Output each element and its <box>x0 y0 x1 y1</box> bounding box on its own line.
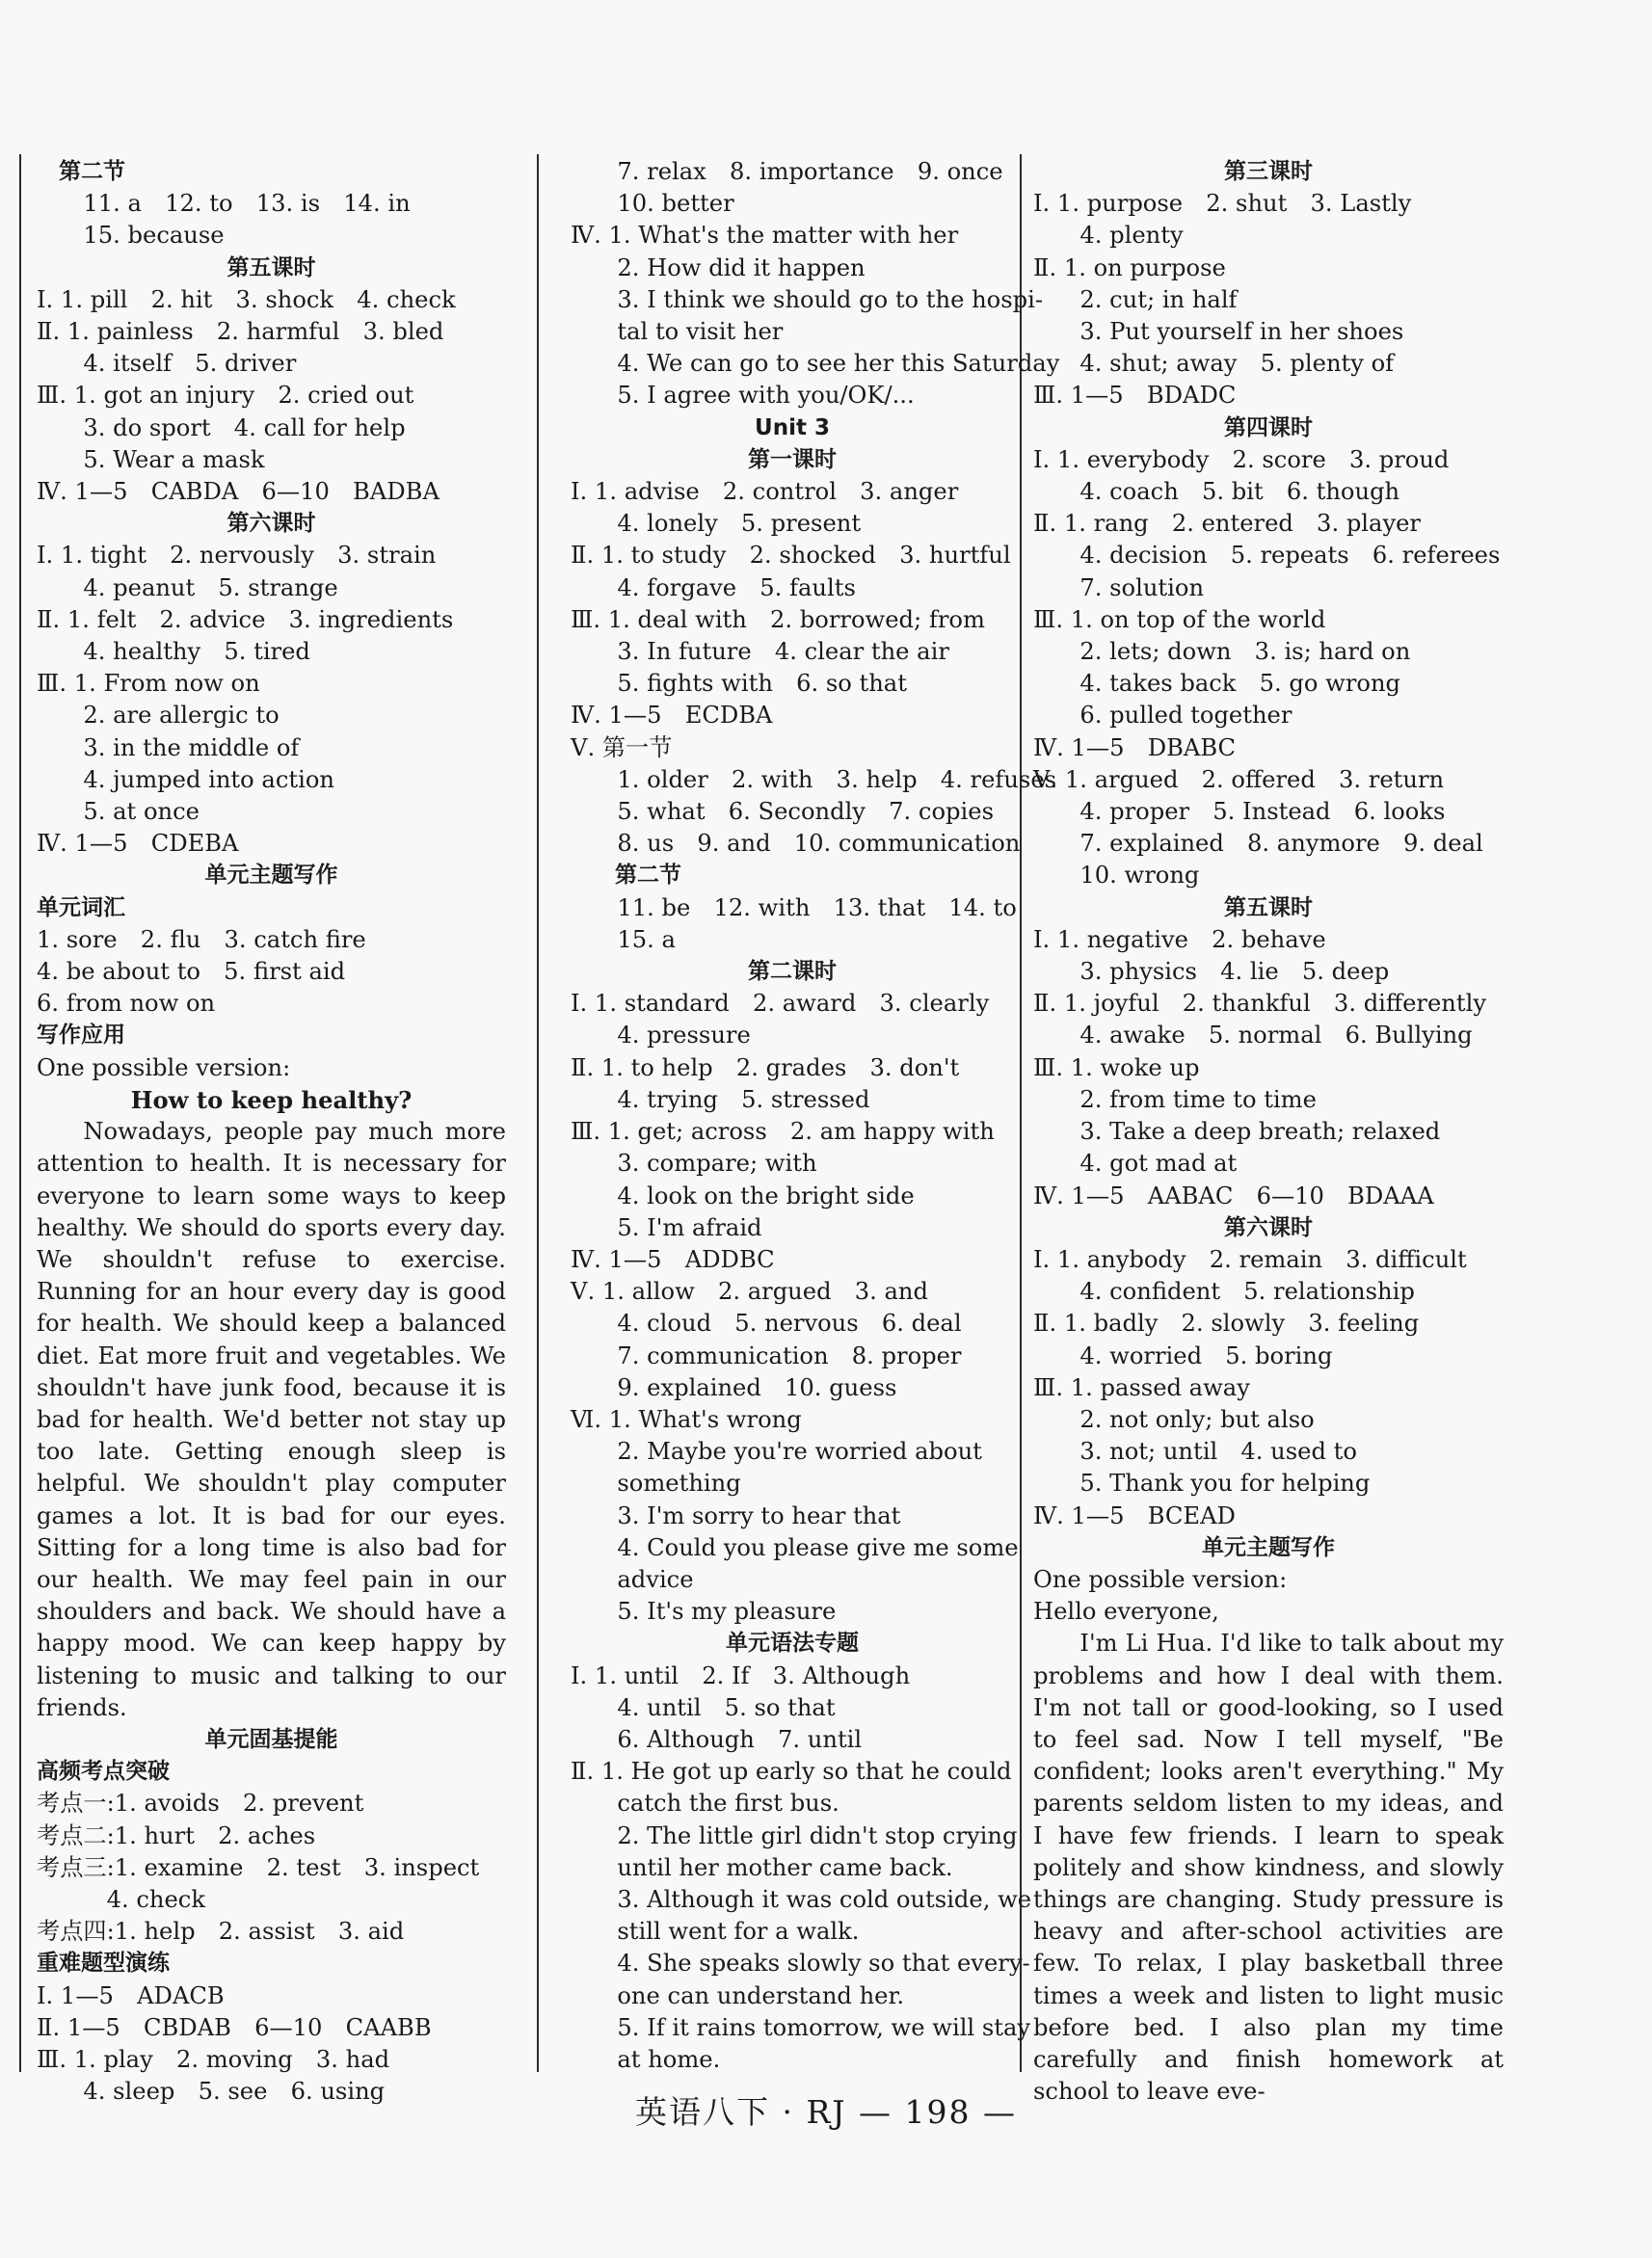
answer-line: 4. worried 5. boring <box>1033 1342 1333 1369</box>
answer-line: 15. a <box>571 925 676 953</box>
section-heading: 单元主题写作 <box>204 863 338 889</box>
answer-line: 5. If it rains tomorrow, we will stay <box>571 2013 1031 2041</box>
answer-line: Ⅱ. 1. joyful 2. thankful 3. differently <box>1033 990 1486 1018</box>
answer-line: Ⅲ. 1. deal with 2. borrowed; from <box>571 605 985 633</box>
answer-line: 7. communication 8. proper <box>571 1342 962 1369</box>
answer-line: 3. do sport 4. call for help <box>37 413 406 441</box>
section-heading: 第六课时 <box>226 511 316 537</box>
answer-line: 3. Although it was cold outside, we <box>571 1885 1032 1913</box>
answer-line: still went for a walk. <box>571 1918 860 1946</box>
answer-line: 3. Put yourself in her shoes <box>1033 318 1404 346</box>
subsection-heading: 单元词汇 <box>37 894 125 920</box>
section-heading: Unit 3 <box>755 414 830 440</box>
section-heading: 第二课时 <box>748 959 837 985</box>
answer-line: 4. peanut 5. strange <box>37 573 338 601</box>
answer-line: One possible version: <box>1033 1565 1288 1593</box>
answer-line: Ⅰ. 1. tight 2. nervously 3. strain <box>37 542 437 570</box>
answer-line: 2. are allergic to <box>37 702 280 730</box>
answer-line: Ⅱ. 1. felt 2. advice 3. ingredients <box>37 605 454 633</box>
subsection-heading: 高频考点突破 <box>37 1759 170 1785</box>
answer-line: One possible version: <box>37 1053 291 1081</box>
answer-line: 4. itself 5. driver <box>37 350 297 378</box>
answer-line: 3. I think we should go to the hospi- <box>571 285 1044 313</box>
answer-line: Ⅰ. 1. pill 2. hit 3. shock 4. check <box>37 285 456 313</box>
answer-line: Ⅳ. 1—5 DBABC <box>1033 733 1237 761</box>
answer-line: 7. solution <box>1033 573 1205 601</box>
answer-line: Ⅰ. 1. everybody 2. score 3. proud <box>1033 445 1450 473</box>
answer-line: 4. decision 5. repeats 6. referees <box>1033 542 1501 570</box>
answer-line: 2. How did it happen <box>571 253 866 281</box>
answer-line: Ⅳ. 1—5 AABAC 6—10 BDAAA <box>1033 1182 1434 1209</box>
answer-line: 2. from time to time <box>1033 1085 1317 1113</box>
answer-line: tal to visit her <box>571 318 784 346</box>
answer-line: 3. not; until 4. used to <box>1033 1438 1357 1466</box>
answer-line: 4. lonely 5. present <box>571 510 862 538</box>
answer-line: 4. be about to 5. first aid <box>37 958 346 986</box>
subsection-heading: 第二节 <box>37 159 125 184</box>
answer-line: 4. got mad at <box>1033 1150 1238 1178</box>
answer-line: 4. check <box>37 1885 205 1913</box>
answer-line: catch the first bus. <box>571 1790 839 1818</box>
section-heading: 第五课时 <box>226 254 316 280</box>
answer-line: something <box>571 1470 741 1498</box>
answer-line: 5. It's my pleasure <box>571 1598 837 1626</box>
answer-line: Ⅳ. 1—5 ECDBA <box>571 702 773 730</box>
section-heading: 第一课时 <box>748 446 837 472</box>
answer-line: 考点二:1. hurt 2. aches <box>37 1821 316 1849</box>
answer-line: 3. compare; with <box>571 1150 817 1178</box>
answer-line: 4. shut; away 5. plenty of <box>1033 350 1395 378</box>
answer-line: 3. physics 4. lie 5. deep <box>1033 958 1390 986</box>
section-heading: 第六课时 <box>1224 1214 1313 1240</box>
subsection-heading: 重难题型演练 <box>37 1951 170 1977</box>
answer-line: 2. Maybe you're worried about <box>571 1438 982 1466</box>
section-heading: 第三课时 <box>1224 159 1313 184</box>
answer-line: Ⅵ. 1. What's wrong <box>571 1405 802 1433</box>
answer-line: Ⅲ. 1. on top of the world <box>1033 605 1326 633</box>
answer-line: Ⅴ. 第一节 <box>571 733 673 761</box>
answer-line: Ⅰ. 1. purpose 2. shut 3. Lastly <box>1033 190 1412 218</box>
answer-line: 7. relax 8. importance 9. once <box>571 158 1003 185</box>
answer-line: Ⅱ. 1. badly 2. slowly 3. feeling <box>1033 1310 1420 1338</box>
answer-line: 4. We can go to see her this Saturday <box>571 350 1060 378</box>
answer-line: Ⅲ. 1. get; across 2. am happy with <box>571 1118 995 1146</box>
section-heading: 单元主题写作 <box>1202 1534 1335 1560</box>
answer-line: 1. sore 2. flu 3. catch fire <box>37 925 366 953</box>
answer-line: Ⅲ. 1. woke up <box>1033 1053 1200 1081</box>
section-heading: 单元固基提能 <box>204 1726 338 1752</box>
answer-line: 4. forgave 5. faults <box>571 573 856 601</box>
answer-line: 6. Although 7. until <box>571 1725 863 1753</box>
answer-line: Ⅳ. 1—5 CDEBA <box>37 830 239 858</box>
answer-line: Ⅰ. 1. advise 2. control 3. anger <box>571 478 959 506</box>
answer-line: 9. explained 10. guess <box>571 1373 897 1401</box>
answer-line: 6. pulled together <box>1033 702 1292 730</box>
answer-line: Ⅰ. 1—5 ADACB <box>37 1981 225 2009</box>
answer-line: Ⅲ. 1. got an injury 2. cried out <box>37 382 414 410</box>
answer-line: 3. Take a deep breath; relaxed <box>1033 1118 1441 1146</box>
answer-line: 4. proper 5. Instead 6. looks <box>1033 798 1446 826</box>
answer-line: 考点三:1. examine 2. test 3. inspect <box>37 1853 480 1881</box>
section-heading: 第四课时 <box>1224 414 1313 440</box>
answer-line: Ⅰ. 1. anybody 2. remain 3. difficult <box>1033 1245 1467 1273</box>
answer-line: Ⅰ. 1. standard 2. award 3. clearly <box>571 990 990 1018</box>
section-heading: 单元语法专题 <box>726 1631 859 1657</box>
answer-line: Ⅲ. 1. From now on <box>37 670 260 698</box>
answer-column-3 <box>1033 156 1504 2106</box>
answer-line: 4. takes back 5. go wrong <box>1033 670 1401 698</box>
answer-line: Ⅳ. 1. What's the matter with her <box>571 222 959 250</box>
answer-line: 5. I agree with you/OK/... <box>571 382 915 410</box>
column-divider-2 <box>1020 154 1022 2072</box>
essay-paragraph: I'm Li Hua. I'd like to talk about my problems and how I deal with them. I'm not tall or good-looking, so I used to feel sad. Now I tell myself, "Be confident; looks aren't everything." My parents seldom listen to my ideas, and I have few friends. I learn to speak politely and show kindness, and slowly things are changing. Study pressure is heavy and after-school activities are few. To relax, I play basketball three times a week and listen to light music before bed. I also plan my time carefully and finish homework at school to leave eve- <box>1033 1630 1504 2106</box>
answer-line: 1. older 2. with 3. help 4. refuses <box>571 765 1057 793</box>
answer-line: 10. wrong <box>1033 862 1200 890</box>
answer-line: Ⅳ. 1—5 BCEAD <box>1033 1501 1236 1529</box>
answer-line: Ⅱ. 1—5 CBDAB 6—10 CAABB <box>37 2013 432 2041</box>
essay-title: How to keep healthy? <box>130 1085 413 1114</box>
answer-line: 4. trying 5. stressed <box>571 1085 870 1113</box>
answer-line: 5. at once <box>37 798 200 826</box>
answer-line: Ⅱ. 1. He got up early so that he could <box>571 1758 1012 1786</box>
answer-line: 10. better <box>571 190 734 218</box>
answer-line: Ⅱ. 1. painless 2. harmful 3. bled <box>37 318 444 346</box>
answer-column-2 <box>571 156 1060 2079</box>
answer-line: at home. <box>571 2045 721 2073</box>
answer-line: 2. cut; in half <box>1033 285 1238 313</box>
answer-line: 3. in the middle of <box>37 733 300 761</box>
answer-line: 4. sleep 5. see 6. using <box>37 2078 386 2106</box>
answer-line: 8. us 9. and 10. communication <box>571 830 1021 858</box>
answer-line: Ⅰ. 1. until 2. If 3. Although <box>571 1661 911 1689</box>
answer-line: 4. jumped into action <box>37 765 334 793</box>
answer-line: Ⅴ. 1. allow 2. argued 3. and <box>571 1278 928 1306</box>
answer-line: 2. not only; but also <box>1033 1405 1315 1433</box>
answer-line: 4. confident 5. relationship <box>1033 1278 1415 1306</box>
answer-line: 考点四:1. help 2. assist 3. aid <box>37 1918 405 1946</box>
answer-line: 4. pressure <box>571 1022 751 1049</box>
answer-line: 4. Could you please give me some <box>571 1533 1019 1561</box>
answer-line: 考点一:1. avoids 2. prevent <box>37 1790 364 1818</box>
answer-line: 3. In future 4. clear the air <box>571 638 949 666</box>
answer-line: 4. She speaks slowly so that every- <box>571 1950 1030 1978</box>
answer-line: 6. from now on <box>37 990 216 1018</box>
answer-line: Ⅲ. 1. passed away <box>1033 1373 1250 1401</box>
answer-line: 2. The little girl didn't stop crying <box>571 1821 1018 1849</box>
answer-line: one can understand her. <box>571 1981 905 2009</box>
answer-line: Ⅱ. 1. on purpose <box>1033 253 1226 281</box>
answer-line: 4. cloud 5. nervous 6. deal <box>571 1310 962 1338</box>
answer-line: 5. Thank you for helping <box>1033 1470 1371 1498</box>
answer-line: until her mother came back. <box>571 1853 953 1881</box>
essay-paragraph: Nowadays, people pay much more attention to health. It is necessary for everyone to learn some ways to keep healthy. We should do sports every day. We shouldn't refuse to exercise. Running for an hour every day is good for health. We should keep a balanced diet. Eat more fruit and vegetables. We shouldn't have junk food, because it is bad for health. We'd better not stay up too late. Getting enough sleep is helpful. We shouldn't play computer games a lot. It is bad for our eyes. Sitting for a long time is also bad for our health. We may feel pain in our shoulders and back. We should have a happy mood. We can keep happy by listening to music and talking to our friends. <box>37 1118 506 1721</box>
answer-line: Ⅳ. 1—5 ADDBC <box>571 1245 775 1273</box>
answer-line: Ⅲ. 1. play 2. moving 3. had <box>37 2045 390 2073</box>
answer-line: Ⅳ. 1—5 CABDA 6—10 BADBA <box>37 478 440 506</box>
answer-line: 11. be 12. with 13. that 14. to <box>571 893 1017 921</box>
answer-line: Ⅰ. 1. negative 2. behave <box>1033 925 1326 953</box>
answer-line: 2. lets; down 3. is; hard on <box>1033 638 1411 666</box>
answer-line: Hello everyone, <box>1033 1598 1219 1626</box>
answer-line: 5. I'm afraid <box>571 1213 762 1241</box>
page-footer: 英语八下 · RJ — 198 — <box>634 2093 1017 2131</box>
answer-line: Ⅱ. 1. to help 2. grades 3. don't <box>571 1053 960 1081</box>
answer-line: 3. I'm sorry to hear that <box>571 1501 901 1529</box>
answer-line: 4. look on the bright side <box>571 1182 915 1209</box>
answer-line: Ⅲ. 1—5 BDADC <box>1033 382 1237 410</box>
subsection-heading: 写作应用 <box>37 1023 125 1049</box>
column-divider-1 <box>537 154 539 2072</box>
section-heading: 第五课时 <box>1224 894 1313 920</box>
left-margin-rule <box>19 154 21 2072</box>
answer-line: 11. a 12. to 13. is 14. in <box>37 190 411 218</box>
answer-line: Ⅱ. 1. rang 2. entered 3. player <box>1033 510 1421 538</box>
answer-line: 4. awake 5. normal 6. Bullying <box>1033 1022 1473 1049</box>
subsection-heading: 第二节 <box>571 863 681 889</box>
answer-line: 4. until 5. so that <box>571 1693 836 1721</box>
answer-line: 5. what 6. Secondly 7. copies <box>571 798 994 826</box>
answer-line: 4. plenty <box>1033 222 1184 250</box>
answer-line: 4. healthy 5. tired <box>37 638 310 666</box>
answer-line: 5. fights with 6. so that <box>571 670 907 698</box>
answer-line: 7. explained 8. anymore 9. deal <box>1033 830 1483 858</box>
answer-line: Ⅴ. 1. argued 2. offered 3. return <box>1033 765 1445 793</box>
answer-line: 5. Wear a mask <box>37 445 265 473</box>
answer-line: advice <box>571 1565 694 1593</box>
answer-column-1 <box>37 156 506 2106</box>
answer-line: 4. coach 5. bit 6. though <box>1033 478 1400 506</box>
answer-line: Ⅱ. 1. to study 2. shocked 3. hurtful <box>571 542 1011 570</box>
answer-line: 15. because <box>37 222 225 250</box>
